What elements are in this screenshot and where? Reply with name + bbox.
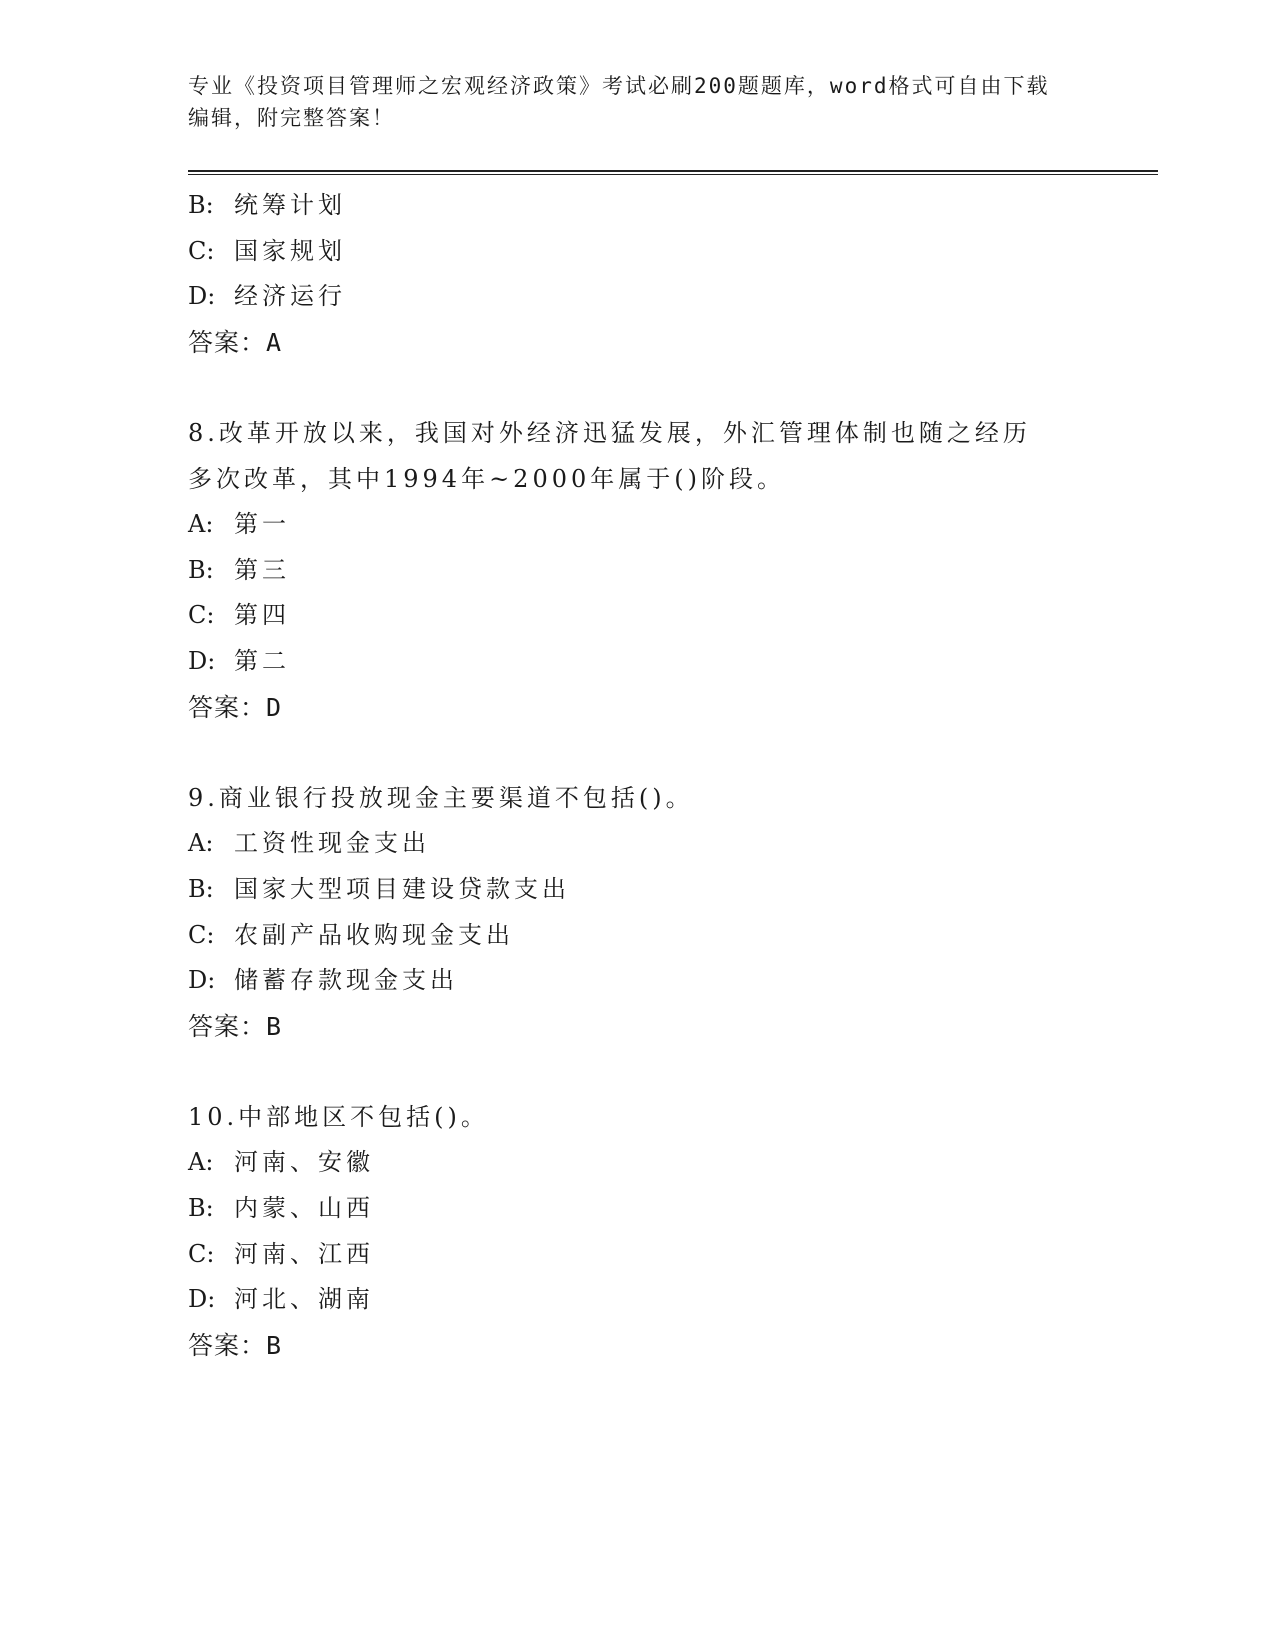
question-stem: 8.改革开放以来，我国对外经济迅猛发展，外汇管理体制也随之经历多次改革，其中1994年~2000年属于()阶段。: [188, 418, 1031, 493]
option-text: 国家大型项目建设贷款支出: [234, 874, 570, 903]
option-d: [188, 639, 1158, 685]
question-block-7-partial: [188, 183, 1158, 365]
option-letter: D:: [188, 966, 216, 995]
option-letter: A:: [188, 829, 214, 858]
option-letter: B:: [188, 191, 214, 219]
option-text: 内蒙、山西: [234, 1194, 374, 1223]
document-content: [188, 183, 1158, 1368]
option-letter: B:: [188, 555, 214, 584]
option-text: 第二: [234, 646, 290, 675]
option-d: [188, 274, 1158, 320]
option-a: [188, 821, 1158, 867]
document-page: [188, 70, 1158, 1368]
option-text: 经济运行: [234, 282, 346, 311]
option-letter: C:: [188, 601, 215, 630]
spacer: [188, 1049, 1158, 1095]
option-letter: C:: [188, 236, 215, 265]
option-c: [188, 593, 1158, 639]
option-letter: D:: [188, 1285, 216, 1314]
option-letter: A:: [188, 510, 214, 539]
answer-line: 答案：B: [188, 1011, 283, 1041]
option-d: [188, 1277, 1158, 1323]
option-text: 第三: [234, 555, 290, 584]
document-header: 专业《投资项目管理师之宏观经济政策》考试必刷200题题库，word格式可自由下载编辑，附完整答案！: [188, 74, 1050, 130]
option-text: 农副产品收购现金支出: [234, 920, 514, 949]
option-text: 河南、安徽: [234, 1148, 374, 1177]
option-b: [188, 548, 1158, 594]
option-b: [188, 183, 1158, 229]
question-block-10: [188, 1095, 1158, 1369]
option-letter: B:: [188, 874, 214, 903]
option-c: [188, 1232, 1158, 1278]
option-b: [188, 1186, 1158, 1232]
spacer: [188, 730, 1158, 776]
option-a: [188, 502, 1158, 548]
option-letter: C:: [188, 920, 215, 949]
answer-line: 答案：A: [188, 327, 283, 357]
question-stem: 9.商业银行投放现金主要渠道不包括()。: [188, 783, 694, 812]
answer-line: 答案：D: [188, 692, 283, 722]
option-letter: D:: [188, 646, 216, 675]
option-letter: C:: [188, 1239, 215, 1268]
header-divider: [188, 170, 1158, 175]
option-letter: B:: [188, 1194, 214, 1223]
option-b: [188, 867, 1158, 913]
question-block-8: [188, 411, 1158, 730]
option-text: 第一: [234, 510, 290, 539]
option-text: 第四: [234, 601, 290, 630]
question-stem: 10.中部地区不包括()。: [188, 1102, 489, 1131]
option-text: 国家规划: [234, 236, 346, 265]
option-text: 工资性现金支出: [234, 829, 430, 858]
option-d: [188, 958, 1158, 1004]
option-c: [188, 913, 1158, 959]
option-text: 河北、湖南: [234, 1285, 374, 1314]
option-text: 统筹计划: [234, 191, 346, 219]
option-text: 河南、江西: [234, 1239, 374, 1268]
option-letter: D:: [188, 282, 216, 311]
option-text: 储蓄存款现金支出: [234, 966, 458, 995]
answer-line: 答案：B: [188, 1330, 283, 1360]
option-c: [188, 229, 1158, 275]
option-letter: A:: [188, 1148, 214, 1177]
option-a: [188, 1140, 1158, 1186]
spacer: [188, 365, 1158, 411]
question-block-9: [188, 776, 1158, 1050]
